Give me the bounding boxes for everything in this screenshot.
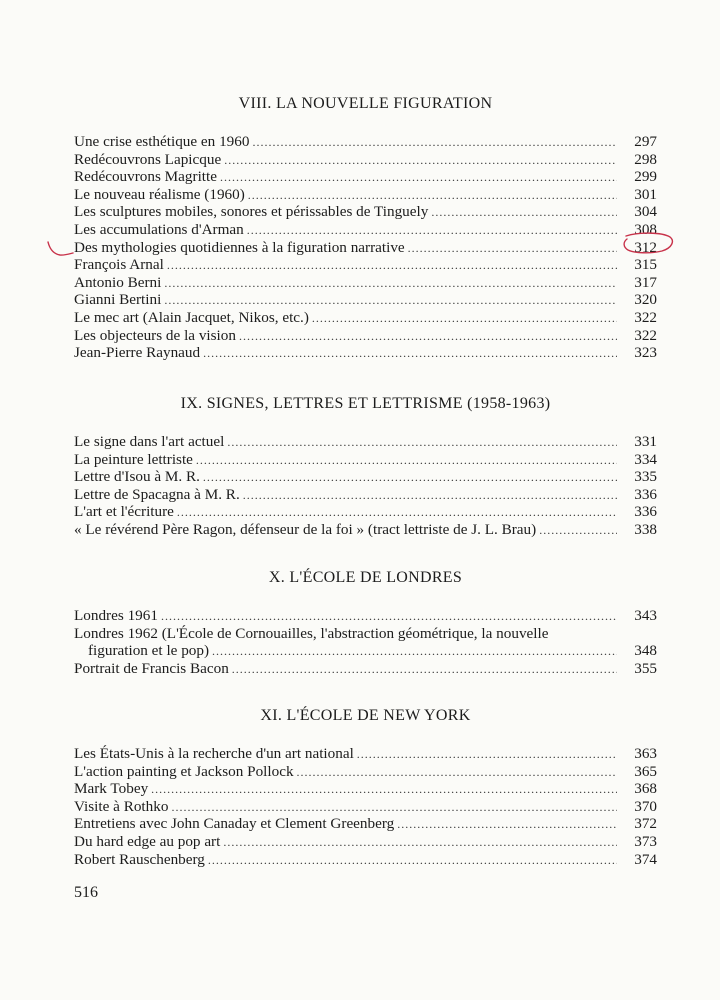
- entry-title: Les États-Unis à la recherche d'un art national: [74, 745, 354, 762]
- entry-page: 370: [634, 797, 657, 815]
- entry-page: 365: [634, 762, 657, 780]
- entry-title: La peinture lettriste: [74, 450, 193, 468]
- entry-page: 323: [634, 344, 657, 362]
- leader-dots: [248, 187, 617, 205]
- toc-entry: [74, 186, 657, 204]
- entry-title: Lettre d'Isou à M. R.: [74, 468, 200, 486]
- toc-entry: [74, 221, 657, 239]
- toc-entry: [74, 291, 657, 309]
- leader-dots: [431, 204, 617, 222]
- entry-page: 372: [634, 815, 657, 833]
- leader-dots: [171, 799, 617, 817]
- entry-title: Lettre de Spacagna à M. R.: [74, 485, 240, 503]
- entry-title: Redécouvrons Magritte: [74, 168, 217, 186]
- entry-page: 334: [634, 450, 657, 468]
- toc-list: [74, 133, 657, 362]
- entry-page: 297: [634, 133, 657, 150]
- toc-entry: [74, 660, 657, 678]
- leader-dots: [164, 275, 617, 293]
- leader-dots: [227, 434, 617, 452]
- entry-title: Portrait de Francis Bacon: [74, 659, 229, 677]
- entry-title-line1: Londres 1962 (L'École de Cornouailles, l'abstraction géométrique, la nouvelle: [74, 624, 549, 642]
- leader-dots: [212, 643, 617, 661]
- entry-title: Visite à Rothko: [74, 797, 169, 815]
- entry-page: 322: [634, 308, 657, 326]
- leader-dots: [397, 816, 617, 834]
- folio-page-number: 516: [74, 884, 98, 901]
- leader-dots: [161, 608, 617, 626]
- entry-page: 304: [634, 203, 657, 221]
- leader-dots: [312, 310, 617, 328]
- entry-title: Les sculptures mobiles, sonores et périssables de Tinguely: [74, 203, 429, 221]
- leader-dots: [223, 834, 617, 852]
- entry-page: 368: [634, 780, 657, 798]
- section-xi: [74, 705, 657, 868]
- toc-list: [74, 607, 657, 677]
- toc-entry: [74, 203, 657, 221]
- entry-title: Mark Tobey: [74, 780, 149, 798]
- entry-page: 331: [634, 433, 657, 450]
- section-ix: [74, 393, 657, 539]
- entry-page: 322: [634, 326, 657, 344]
- entry-page: 374: [634, 850, 657, 868]
- leader-dots: [243, 487, 617, 505]
- entry-title: Robert Rauschenberg: [74, 850, 205, 868]
- leader-dots: [220, 169, 617, 187]
- section-title: X. L'ÉCOLE DE LONDRES: [268, 569, 463, 586]
- entry-title: Entretiens avec John Canaday et Clement Greenberg: [74, 815, 395, 833]
- toc-entry: [74, 851, 657, 869]
- toc-list: [74, 745, 657, 868]
- toc-entry: [74, 521, 657, 539]
- toc-entry: [74, 486, 657, 504]
- entry-page: 315: [634, 256, 657, 274]
- toc-entry: [74, 344, 657, 362]
- toc-entry-marked: [74, 239, 657, 257]
- entry-title: L'art et l'écriture: [74, 503, 174, 521]
- entry-page: 355: [634, 659, 657, 677]
- entry-page: 348: [634, 642, 657, 660]
- leader-dots: [297, 764, 617, 782]
- leader-dots: [196, 452, 617, 470]
- section-viii: [74, 93, 657, 362]
- toc-list: [74, 433, 657, 539]
- leader-dots: [247, 222, 617, 240]
- entry-title: Gianni Bertini: [74, 291, 162, 309]
- toc-entry: [74, 503, 657, 521]
- toc-entry: [74, 256, 657, 274]
- entry-title: Les objecteurs de la vision: [74, 326, 236, 344]
- pen-tick-mark: [44, 236, 74, 258]
- entry-page: 336: [634, 503, 657, 521]
- entry-page: 299: [634, 168, 657, 186]
- entry-title: Une crise esthétique en 1960: [74, 133, 250, 150]
- toc-entry: [74, 468, 657, 486]
- toc-entry: [74, 798, 657, 816]
- leader-dots: [208, 852, 617, 870]
- entry-page: 335: [634, 468, 657, 486]
- entry-title: Redécouvrons Lapicque: [74, 150, 222, 168]
- leader-dots: [167, 257, 617, 275]
- entry-title: Des mythologies quotidiennes à la figuration narrative: [74, 238, 405, 256]
- leader-dots: [164, 292, 617, 310]
- entry-page: 320: [634, 291, 657, 309]
- entry-title: Du hard edge au pop art: [74, 832, 221, 850]
- leader-dots: [177, 504, 617, 522]
- entry-title-line2: figuration et le pop): [88, 642, 210, 660]
- toc-entry: [74, 763, 657, 781]
- toc-entry: [74, 745, 657, 763]
- section-title: XI. L'ÉCOLE DE NEW YORK: [260, 707, 471, 724]
- section-x: [74, 567, 657, 677]
- leader-dots: [239, 328, 617, 346]
- leader-dots: [408, 240, 617, 258]
- entry-page: 363: [634, 745, 657, 762]
- entry-page: 312: [634, 238, 657, 256]
- entry-title: Le nouveau réalisme (1960): [74, 185, 245, 203]
- entry-title: Le signe dans l'art actuel: [74, 433, 225, 450]
- entry-page: 301: [634, 185, 657, 203]
- entry-title: Les accumulations d'Arman: [74, 220, 244, 238]
- entry-page: 373: [634, 832, 657, 850]
- toc-entry: [74, 133, 657, 151]
- leader-dots: [203, 469, 617, 487]
- entry-page: 298: [634, 150, 657, 168]
- toc-entry: [74, 780, 657, 798]
- toc-entry: [74, 274, 657, 292]
- entry-page: 338: [634, 520, 657, 538]
- leader-dots: [224, 152, 617, 170]
- leader-dots: [539, 522, 617, 540]
- leader-dots: [203, 345, 617, 363]
- leader-dots: [252, 134, 617, 152]
- entry-title: « Le révérend Père Ragon, défenseur de la foi » (tract lettriste de J. L. Brau): [74, 520, 537, 538]
- toc-entry: [74, 833, 657, 851]
- toc-entry: [74, 607, 657, 625]
- leader-dots: [151, 781, 617, 799]
- entry-title: L'action painting et Jackson Pollock: [74, 762, 294, 780]
- entry-title: Londres 1961: [74, 607, 158, 624]
- leader-dots: [357, 746, 617, 764]
- leader-dots: [232, 661, 617, 679]
- entry-page: 336: [634, 485, 657, 503]
- entry-page: 317: [634, 273, 657, 291]
- pen-circle-mark: [618, 230, 676, 256]
- entry-page: 308: [634, 220, 657, 238]
- entry-title: Jean-Pierre Raynaud: [74, 344, 201, 362]
- toc-entry: [74, 451, 657, 469]
- toc-entry: [74, 815, 657, 833]
- toc-entry: [74, 433, 657, 451]
- section-title: IX. SIGNES, LETTRES ET LETTRISME (1958-1963): [180, 395, 551, 412]
- toc-entry: [74, 151, 657, 169]
- toc-entry: [74, 327, 657, 345]
- section-title: VIII. LA NOUVELLE FIGURATION: [238, 95, 493, 112]
- toc-entry-multiline: [74, 625, 657, 660]
- toc-entry: [74, 309, 657, 327]
- entry-title: Le mec art (Alain Jacquet, Nikos, etc.): [74, 308, 309, 326]
- entry-title: Antonio Berni: [74, 273, 162, 291]
- entry-page: 343: [634, 607, 657, 624]
- entry-title: François Arnal: [74, 256, 164, 274]
- toc-entry: [74, 168, 657, 186]
